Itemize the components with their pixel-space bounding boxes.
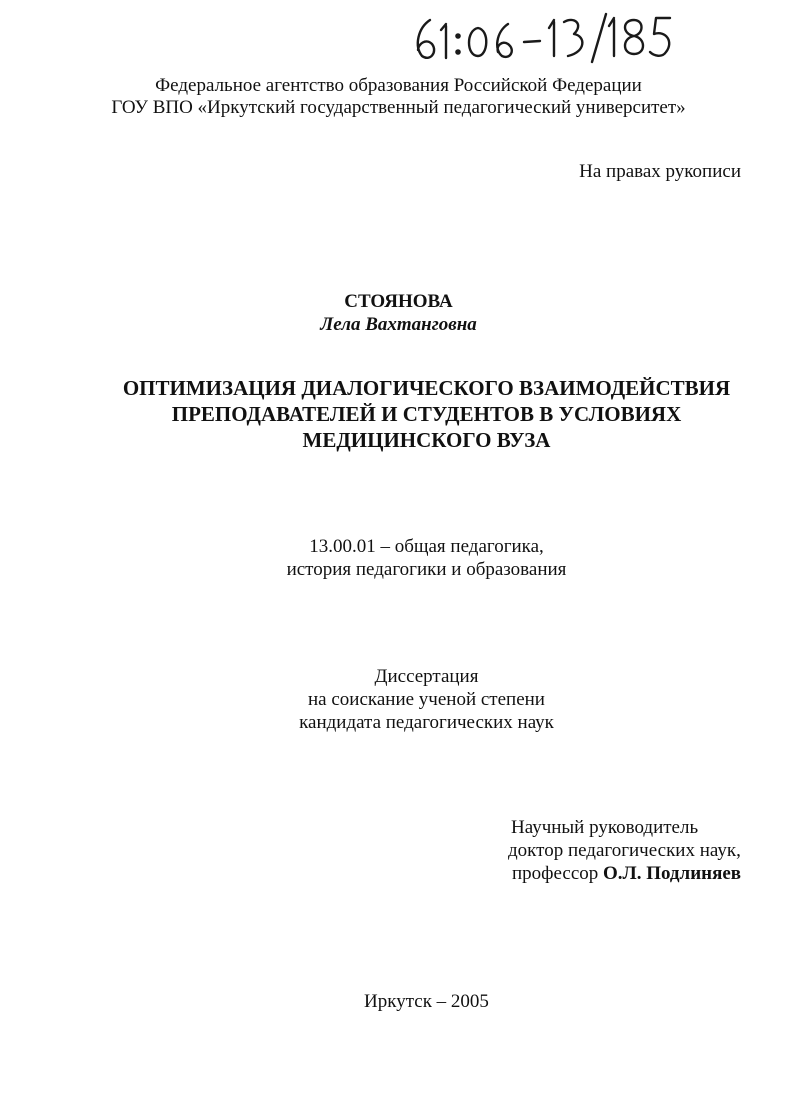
agency-name: Федеральное агентство образования Российской Федерации [155, 75, 642, 96]
thesis-title-line-2: ПРЕПОДАВАТЕЛЕЙ И СТУДЕНТОВ В УСЛОВИЯХ [171, 402, 682, 426]
degree-field: кандидата педагогических наук [299, 712, 554, 733]
rights-note: На правах рукописи [579, 161, 741, 182]
supervisor-role: Научный руководитель [511, 817, 699, 838]
handwritten-archive-number [408, 6, 678, 66]
supervisor-name-line [512, 862, 741, 886]
author-given-names: Лела Вахтанговна [320, 314, 477, 335]
degree-type: Диссертация [374, 666, 479, 687]
specialty-code: 13.00.01 – общая педагогика, [309, 536, 544, 557]
specialty-name: история педагогики и образования [286, 559, 567, 580]
thesis-title-line-1: ОПТИМИЗАЦИЯ ДИАЛОГИЧЕСКОГО ВЗАИМОДЕЙСТВИЯ [122, 376, 731, 400]
thesis-title-line-3: МЕДИЦИНСКОГО ВУЗА [302, 428, 551, 452]
university-name: ГОУ ВПО «Иркутский государственный педагогический университет» [111, 97, 686, 118]
supervisor-title: профессор [512, 863, 599, 884]
author-surname: СТОЯНОВА [344, 291, 453, 312]
city-year: Иркутск – 2005 [364, 991, 489, 1012]
degree-purpose: на соискание ученой степени [308, 689, 545, 710]
supervisor-degree: доктор педагогических наук, [508, 840, 741, 861]
supervisor-name: О.Л. Подлиняев [603, 863, 742, 884]
